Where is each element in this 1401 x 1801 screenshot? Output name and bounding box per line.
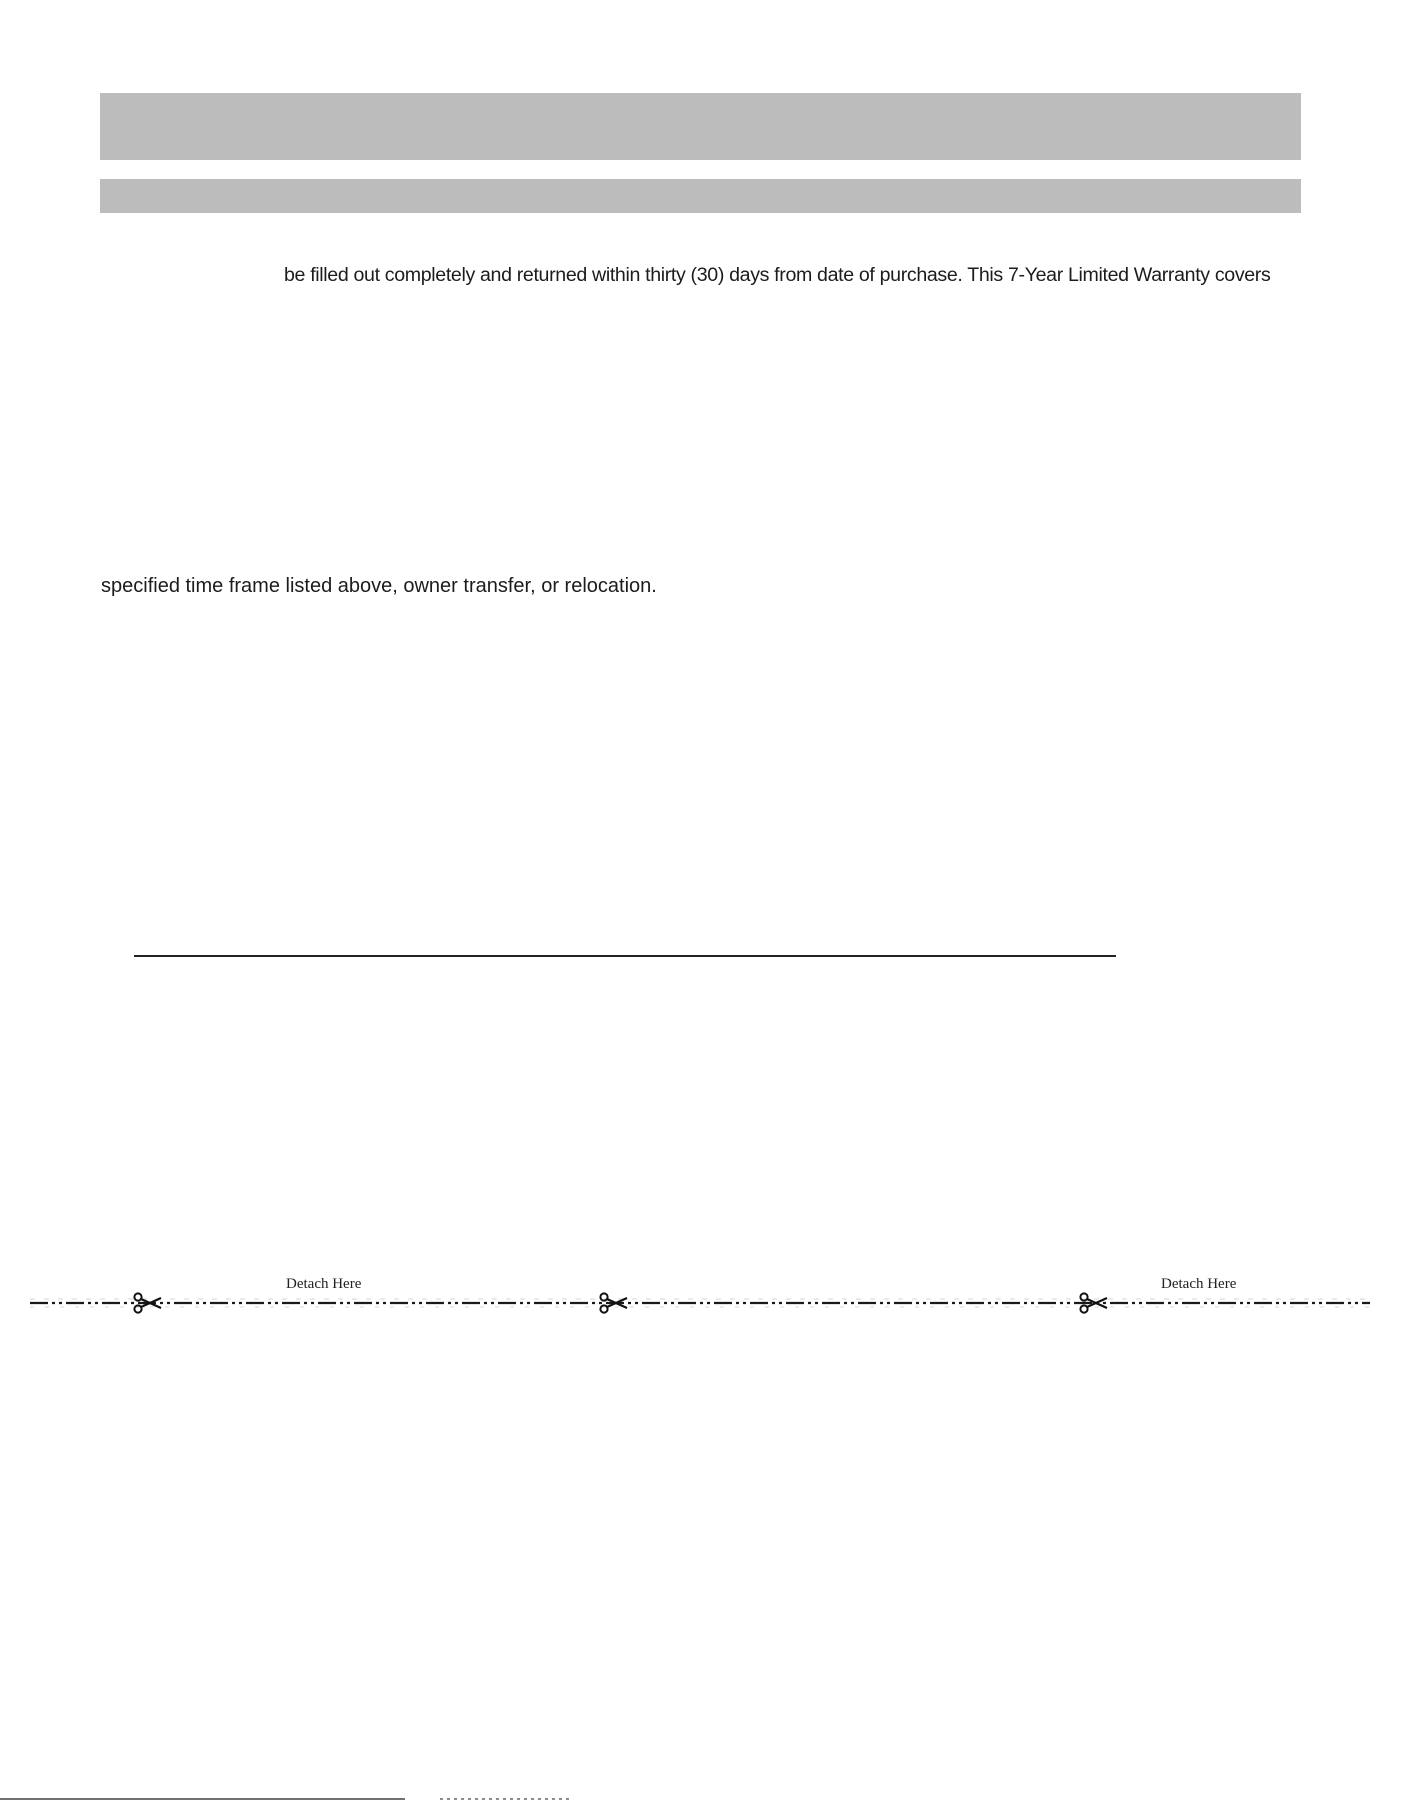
scissors-icon — [1079, 1292, 1109, 1314]
detach-strip — [0, 1268, 1401, 1320]
scissors-icon — [599, 1292, 629, 1314]
detach-here-label: Detach Here — [1161, 1276, 1237, 1292]
warranty-text-line-end: specified time frame listed above, owner transfer, or relocation. — [101, 575, 657, 597]
page-bottom-edge — [0, 1797, 1401, 1801]
scissors-icon — [133, 1292, 163, 1314]
title-band — [100, 93, 1301, 160]
subtitle-band — [100, 179, 1301, 213]
signature-rule — [134, 955, 1116, 957]
warranty-text-line: be filled out completely and returned within thirty (30) days from date of purchase. This 7-Year Limited Warranty covers — [284, 264, 1271, 286]
detach-here-label: Detach Here — [286, 1276, 362, 1292]
